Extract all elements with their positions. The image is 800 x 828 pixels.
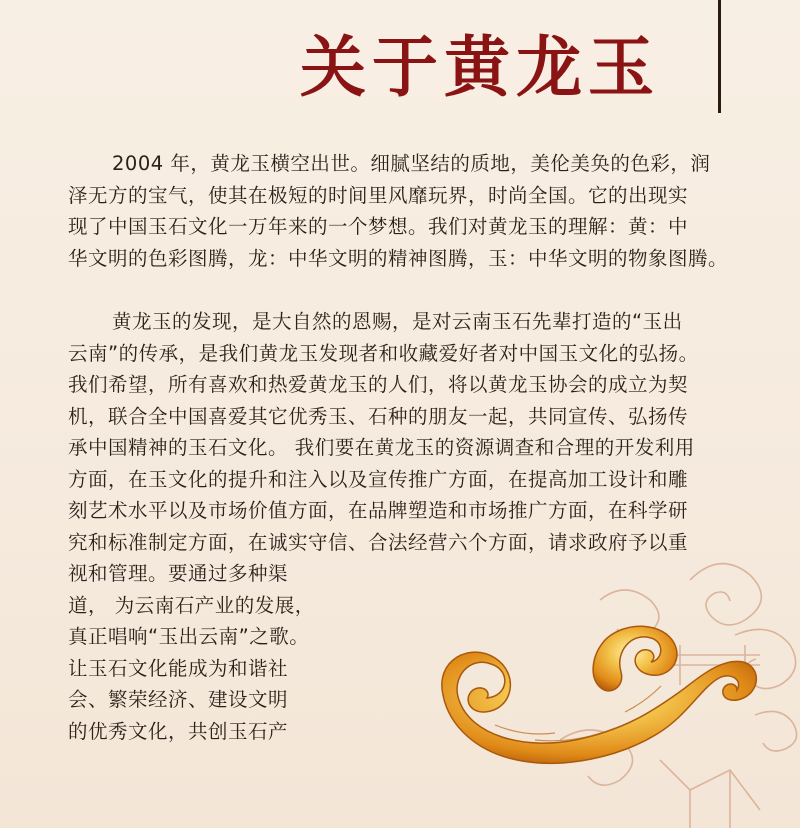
paragraph-1	[68, 148, 738, 274]
paragraph-line: 究和标准制定方面，在诚实守信、合法经营六个方面，请求政府予以重	[68, 530, 689, 554]
paragraph-line: 泽无方的宝气，使其在极短的时间里风靡玩界，时尚全国。它的出现实	[68, 183, 689, 207]
paragraph-line: 道， 为云南石产业的发展，	[68, 593, 315, 617]
paragraph-line: 2004 年，黄龙玉横空出世。细腻坚结的质地，美伦美奂的色彩，润	[112, 152, 711, 175]
paragraph-line: 承中国精神的玉石文化。 我们要在黄龙玉的资源调查和合理的开发利用	[68, 436, 695, 459]
paragraph-line: 真正唱响“玉出云南”之歌。	[68, 625, 310, 648]
paragraph-line: 黄龙玉的发现，是大自然的恩赐，是对云南玉石先辈打造的“玉出	[112, 310, 683, 333]
page-title: 关于黄龙玉	[300, 28, 660, 106]
paragraph-line: 刻艺术水平以及市场价值方面，在品牌塑造和市场推广方面，在科学研	[68, 499, 689, 522]
paragraph-line: 让玉石文化能成为和谐社	[68, 656, 289, 680]
paragraph-line: 机，联合全中国喜爱其它优秀玉、石种的朋友一起，共同宣传、弘扬传	[68, 404, 689, 428]
paragraph-line: 现了中国玉石文化一万年来的一个梦想。我们对黄龙玉的理解：黄：中	[68, 215, 689, 238]
paragraph-line: 方面，在玉文化的提升和注入以及宣传推广方面，在提高加工设计和雕	[68, 467, 689, 491]
paragraph-line: 会、繁荣经济、建设文明	[68, 688, 289, 711]
paragraph-line: 华文明的色彩图腾，龙：中华文明的精神图腾，玉：中华文明的物象图腾。	[68, 246, 729, 270]
dragon-jade-icon	[425, 600, 765, 775]
paragraph-line: 的优秀文化，共创玉石产	[68, 719, 289, 743]
paragraph-line: 我们希望，所有喜欢和热爱黄龙玉的人们，将以黄龙玉协会的成立为契	[68, 373, 689, 396]
vertical-rule	[718, 0, 721, 113]
paragraph-line: 云南”的传承，是我们黄龙玉发现者和收藏爱好者对中国玉文化的弘扬。	[68, 341, 699, 365]
paragraph-line: 视和管理。要通过多种渠	[68, 562, 289, 585]
